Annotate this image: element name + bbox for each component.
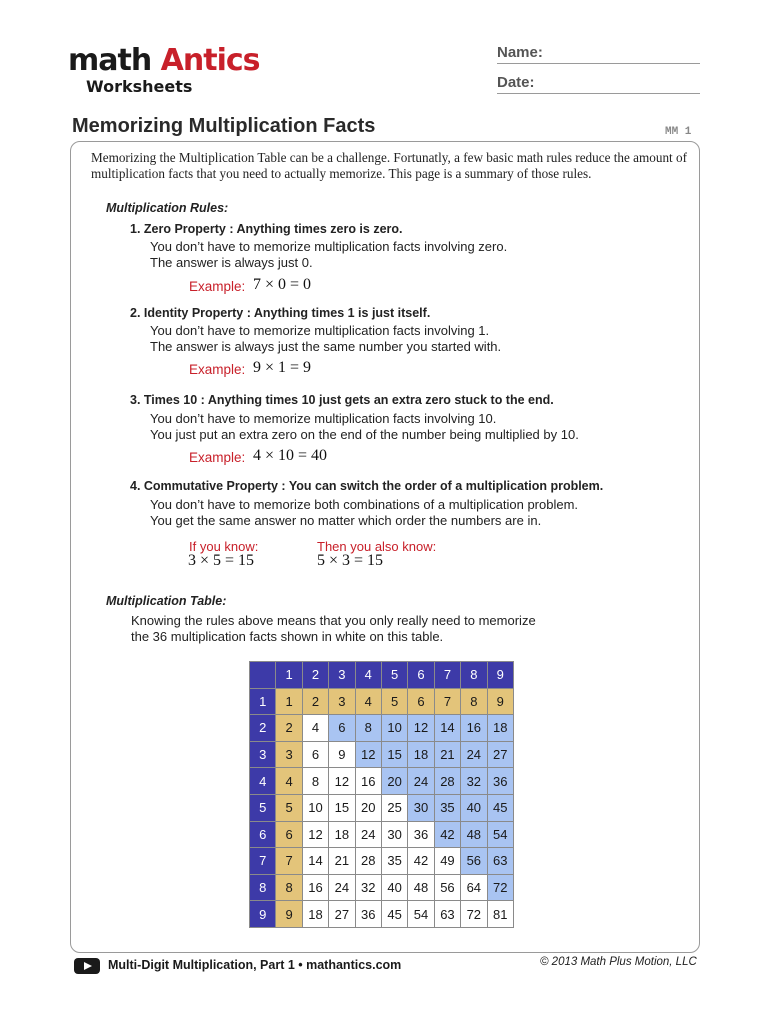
table-header-cell: 8 — [461, 662, 487, 689]
table-cell: 14 — [434, 715, 460, 742]
table-cell: 4 — [276, 768, 302, 795]
table-cell: 35 — [381, 848, 407, 875]
table-cell: 32 — [355, 874, 381, 901]
table-cell: 6 — [329, 715, 355, 742]
table-cell: 63 — [434, 901, 460, 928]
table-cell: 56 — [434, 874, 460, 901]
table-cell: 9 — [487, 688, 513, 715]
page-title: Memorizing Multiplication Facts — [72, 115, 376, 137]
rule-3-example: 4 × 10 = 40 — [253, 447, 328, 464]
table-cell: 12 — [408, 715, 434, 742]
date-field[interactable]: Date: — [497, 74, 700, 94]
table-cell: 8 — [355, 715, 381, 742]
table-cell: 21 — [434, 741, 460, 768]
rule-3-example-label: Example: — [189, 450, 246, 465]
table-cell: 12 — [355, 741, 381, 768]
then-you-know-label: Then you also know: — [317, 539, 437, 554]
table-header-cell: 6 — [250, 821, 276, 848]
table-row — [250, 821, 514, 848]
table-cell: 64 — [461, 874, 487, 901]
multiplication-table — [249, 661, 514, 928]
table-header-cell: 1 — [276, 662, 302, 689]
table-cell: 16 — [355, 768, 381, 795]
table-cell: 24 — [329, 874, 355, 901]
table-cell: 28 — [434, 768, 460, 795]
table-cell: 6 — [276, 821, 302, 848]
table-header-cell: 6 — [408, 662, 434, 689]
table-cell: 45 — [381, 901, 407, 928]
table-header-cell: 3 — [329, 662, 355, 689]
table-cell: 27 — [329, 901, 355, 928]
table-row — [250, 901, 514, 928]
table-header-cell: 5 — [381, 662, 407, 689]
table-cell: 63 — [487, 848, 513, 875]
table-header-cell: 1 — [250, 688, 276, 715]
table-row — [250, 715, 514, 742]
table-cell: 8 — [461, 688, 487, 715]
table-cell: 15 — [329, 794, 355, 821]
logo-math: math — [68, 43, 152, 78]
table-header-cell: 9 — [250, 901, 276, 928]
table-cell: 7 — [434, 688, 460, 715]
table-cell: 2 — [302, 688, 328, 715]
rule-2-text: You don’t have to memorize multiplication facts involving 1. The answer is always just the same number you started with. — [150, 323, 502, 354]
table-cell: 10 — [302, 794, 328, 821]
table-cell: 10 — [381, 715, 407, 742]
table-header-cell: 9 — [487, 662, 513, 689]
rule-2-heading: 2. Identity Property : Anything times 1 is just itself. — [130, 306, 431, 320]
table-cell: 36 — [408, 821, 434, 848]
table-cell: 9 — [276, 901, 302, 928]
table-cell: 12 — [329, 768, 355, 795]
table-cell: 72 — [461, 901, 487, 928]
intro-text: Memorizing the Multiplication Table can be a challenge. Fortunatly, a few basic math rules reduce the amount of multiplication facts that you need to actually memorize. This page is a summary of those rules. — [91, 150, 687, 181]
table-cell: 21 — [329, 848, 355, 875]
table-cell: 40 — [461, 794, 487, 821]
table-cell: 56 — [461, 848, 487, 875]
if-you-know-label: If you know: — [189, 539, 259, 554]
table-header-cell: 4 — [355, 662, 381, 689]
rule-2-example-label: Example: — [189, 362, 246, 377]
table-cell: 15 — [381, 741, 407, 768]
table-cell: 6 — [302, 741, 328, 768]
table-header-cell: 7 — [434, 662, 460, 689]
table-header-cell: 2 — [250, 715, 276, 742]
table-cell: 48 — [408, 874, 434, 901]
if-you-know-equation: 3 × 5 = 15 — [188, 552, 255, 569]
table-cell: 32 — [461, 768, 487, 795]
table-header-cell: 7 — [250, 848, 276, 875]
table-note: Knowing the rules above means that you only really need to memorize the 36 multiplication facts shown in white on this table. — [131, 613, 536, 644]
rule-1-heading: 1. Zero Property : Anything times zero is zero. — [130, 222, 403, 236]
table-cell: 36 — [487, 768, 513, 795]
worksheet-code: MM 1 — [665, 126, 692, 138]
table-cell: 3 — [276, 741, 302, 768]
table-cell: 54 — [408, 901, 434, 928]
table-header-cell: 8 — [250, 874, 276, 901]
table-cell: 1 — [276, 688, 302, 715]
table-cell: 24 — [355, 821, 381, 848]
table-cell: 28 — [355, 848, 381, 875]
rules-heading: Multiplication Rules: — [106, 201, 229, 215]
table-cell: 9 — [329, 741, 355, 768]
table-header-cell: 4 — [250, 768, 276, 795]
then-you-know-equation: 5 × 3 = 15 — [317, 552, 384, 569]
table-cell: 16 — [302, 874, 328, 901]
table-cell: 27 — [487, 741, 513, 768]
table-header-cell: 5 — [250, 794, 276, 821]
table-heading: Multiplication Table: — [106, 594, 227, 608]
table-cell: 81 — [487, 901, 513, 928]
footer-copyright: © 2013 Math Plus Motion, LLC — [540, 956, 697, 968]
table-cell: 54 — [487, 821, 513, 848]
rule-1-text: You don’t have to memorize multiplication facts involving zero. The answer is always just 0. — [150, 239, 508, 270]
logo-worksheets: Worksheets — [86, 77, 193, 96]
footer-video-title: Multi-Digit Multiplication, Part 1 • mathantics.com — [108, 958, 402, 972]
table-cell: 6 — [408, 688, 434, 715]
math-antics-logo — [68, 44, 260, 96]
table-cell: 49 — [434, 848, 460, 875]
logo-antics: Antics — [160, 43, 260, 78]
table-cell: 18 — [487, 715, 513, 742]
table-cell: 25 — [381, 794, 407, 821]
table-cell: 3 — [329, 688, 355, 715]
table-header-cell — [250, 662, 276, 689]
table-cell: 36 — [355, 901, 381, 928]
table-cell: 24 — [408, 768, 434, 795]
table-cell: 30 — [381, 821, 407, 848]
table-cell: 4 — [302, 715, 328, 742]
table-row — [250, 874, 514, 901]
table-cell: 48 — [461, 821, 487, 848]
table-row — [250, 848, 514, 875]
table-cell: 4 — [355, 688, 381, 715]
table-cell: 7 — [276, 848, 302, 875]
rule-1-example: 7 × 0 = 0 — [253, 276, 312, 293]
table-row — [250, 741, 514, 768]
table-row — [250, 768, 514, 795]
rule-4-heading: 4. Commutative Property : You can switch the order of a multiplication problem. — [130, 479, 604, 493]
table-cell: 14 — [302, 848, 328, 875]
rule-4-text: You don’t have to memorize both combinations of a multiplication problem. You get the same answer no matter which order the numbers are in. — [150, 497, 579, 528]
table-cell: 18 — [302, 901, 328, 928]
play-icon — [74, 958, 100, 974]
table-cell: 20 — [381, 768, 407, 795]
table-cell: 45 — [487, 794, 513, 821]
table-cell: 30 — [408, 794, 434, 821]
table-cell: 20 — [355, 794, 381, 821]
name-field[interactable]: Name: — [497, 44, 700, 64]
table-cell: 18 — [408, 741, 434, 768]
table-header-cell: 2 — [302, 662, 328, 689]
table-cell: 18 — [329, 821, 355, 848]
table-row — [250, 662, 514, 689]
table-cell: 42 — [408, 848, 434, 875]
table-header-cell: 3 — [250, 741, 276, 768]
table-cell: 42 — [434, 821, 460, 848]
table-cell: 16 — [461, 715, 487, 742]
table-row — [250, 794, 514, 821]
rule-1-example-label: Example: — [189, 279, 246, 294]
table-cell: 35 — [434, 794, 460, 821]
rule-2-example: 9 × 1 = 9 — [253, 359, 312, 376]
table-cell: 24 — [461, 741, 487, 768]
rule-3-heading: 3. Times 10 : Anything times 10 just gets an extra zero stuck to the end. — [130, 393, 554, 407]
table-cell: 40 — [381, 874, 407, 901]
table-cell: 8 — [276, 874, 302, 901]
table-row — [250, 688, 514, 715]
rule-3-text: You don’t have to memorize multiplication facts involving 10. You just put an extra zero on the end of the number being multiplied by 10. — [150, 411, 579, 442]
table-cell: 2 — [276, 715, 302, 742]
table-cell: 5 — [276, 794, 302, 821]
table-cell: 8 — [302, 768, 328, 795]
table-cell: 5 — [381, 688, 407, 715]
table-cell: 72 — [487, 874, 513, 901]
table-cell: 12 — [302, 821, 328, 848]
